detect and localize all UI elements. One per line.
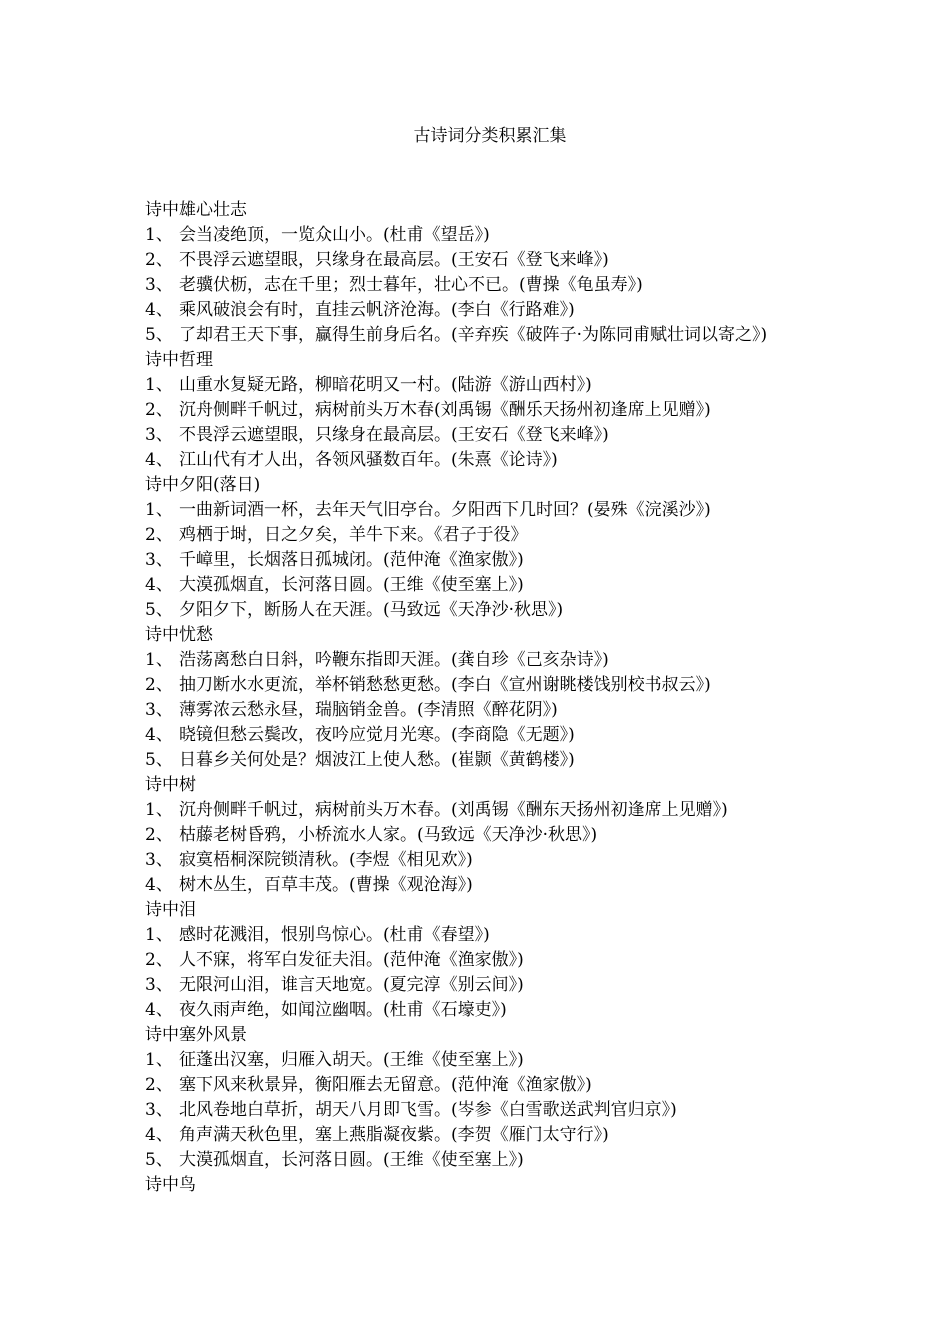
document-body (145, 198, 810, 1198)
item-number: 2、 (145, 525, 173, 545)
item-number: 2、 (145, 675, 173, 695)
item-text: 征蓬出汉塞，归雁入胡天。(王维《使至塞上》) (179, 1050, 524, 1070)
poem-line-item (145, 273, 810, 298)
poem-line-item (145, 973, 810, 998)
poem-line-item (145, 848, 810, 873)
item-text: 不畏浮云遮望眼，只缘身在最高层。(王安石《登飞来峰》) (179, 250, 609, 270)
section-heading: 诗中泪 (145, 900, 196, 920)
poem-line-item (145, 798, 810, 823)
section-heading: 诗中哲理 (145, 350, 213, 370)
item-number: 1、 (145, 650, 173, 670)
item-number: 5、 (145, 1150, 173, 1170)
item-number: 1、 (145, 225, 173, 245)
poem-line-item (145, 298, 810, 323)
item-number: 4、 (145, 575, 173, 595)
item-text: 夜久雨声绝，如闻泣幽咽。(杜甫《石壕吏》) (179, 1000, 507, 1020)
item-text: 树木丛生，百草丰茂。(曹操《观沧海》) (179, 875, 473, 895)
poem-line-item (145, 423, 810, 448)
item-text: 不畏浮云遮望眼，只缘身在最高层。(王安石《登飞来峰》) (179, 425, 609, 445)
item-text: 大漠孤烟直，长河落日圆。(王维《使至塞上》) (179, 1150, 524, 1170)
poem-line-item (145, 1048, 810, 1073)
item-text: 江山代有才人出，各领风骚数百年。(朱熹《论诗》) (179, 450, 558, 470)
item-text: 夕阳夕下，断肠人在天涯。(马致远《天净沙·秋思》) (179, 600, 564, 620)
item-text: 老骥伏枥，志在千里；烈士暮年，壮心不已。(曹操《龟虽寿》) (179, 275, 643, 295)
item-text: 感时花溅泪，恨别鸟惊心。(杜甫《春望》) (179, 925, 490, 945)
poem-line-item (145, 223, 810, 248)
item-number: 1、 (145, 1050, 173, 1070)
item-number: 2、 (145, 950, 173, 970)
poem-line-item (145, 1073, 810, 1098)
document-title: 古诗词分类积累汇集 (413, 126, 567, 146)
item-number: 5、 (145, 325, 173, 345)
item-number: 2、 (145, 250, 173, 270)
item-number: 2、 (145, 1075, 173, 1095)
poem-line-item (145, 323, 810, 348)
poem-line-item (145, 498, 810, 523)
item-number: 5、 (145, 600, 173, 620)
item-text: 沉舟侧畔千帆过，病树前头万木春。(刘禹锡《酬东天扬州初逢席上见赠》) (179, 800, 728, 820)
item-text: 抽刀断水水更流，举杯销愁愁更愁。(李白《宣州谢眺楼饯别校书叔云》) (179, 675, 711, 695)
poem-line-item (145, 1123, 810, 1148)
item-text: 晓镜但愁云鬓改，夜吟应觉月光寒。(李商隐《无题》) (179, 725, 575, 745)
poem-line-item (145, 698, 810, 723)
item-text: 了却君王天下事，赢得生前身后名。(辛弃疾《破阵子·为陈同甫赋壮词以寄之》) (179, 325, 768, 345)
poem-line-item (145, 648, 810, 673)
item-number: 3、 (145, 1100, 173, 1120)
item-number: 2、 (145, 400, 173, 420)
poem-line-item (145, 1148, 810, 1173)
poem-line-item (145, 823, 810, 848)
item-text: 一曲新词酒一杯，去年天气旧亭台。夕阳西下几时回？(晏殊《浣溪沙》) (179, 500, 711, 520)
item-text: 日暮乡关何处是？烟波江上使人愁。(崔颢《黄鹤楼》) (179, 750, 575, 770)
item-text: 千嶂里，长烟落日孤城闭。(范仲淹《渔家傲》) (179, 550, 524, 570)
poem-line-item (145, 598, 810, 623)
section-heading: 诗中鸟 (145, 1175, 196, 1195)
poem-line-item (145, 448, 810, 473)
item-text: 沉舟侧畔千帆过，病树前头万木春(刘禹锡《酬乐天扬州初逢席上见赠》) (179, 400, 711, 420)
poem-line-item (145, 748, 810, 773)
poem-line-item (145, 373, 810, 398)
item-text: 会当凌绝顶，一览众山小。(杜甫《望岳》) (179, 225, 490, 245)
item-number: 5、 (145, 750, 173, 770)
item-number: 1、 (145, 925, 173, 945)
poem-line-item (145, 998, 810, 1023)
item-number: 3、 (145, 550, 173, 570)
item-text: 薄雾浓云愁永昼，瑞脑销金兽。(李清照《醉花阴》) (179, 700, 558, 720)
item-text: 枯藤老树昏鸦，小桥流水人家。(马致远《天净沙·秋思》) (179, 825, 598, 845)
item-number: 3、 (145, 275, 173, 295)
section-heading: 诗中雄心壮志 (145, 200, 247, 220)
item-number: 4、 (145, 1125, 173, 1145)
poem-line-item (145, 673, 810, 698)
item-number: 4、 (145, 1000, 173, 1020)
poem-line-item (145, 923, 810, 948)
item-text: 乘风破浪会有时，直挂云帆济沧海。(李白《行路难》) (179, 300, 575, 320)
poem-line-item (145, 1098, 810, 1123)
poem-line-item (145, 548, 810, 573)
poem-line-item (145, 723, 810, 748)
poem-line-item (145, 248, 810, 273)
item-text: 塞下风来秋景异，衡阳雁去无留意。(范仲淹《渔家傲》) (179, 1075, 592, 1095)
item-text: 山重水复疑无路，柳暗花明又一村。(陆游《游山西村》) (179, 375, 592, 395)
section-heading: 诗中塞外风景 (145, 1025, 247, 1045)
item-number: 4、 (145, 450, 173, 470)
section-heading: 诗中忧愁 (145, 625, 213, 645)
poem-line-item (145, 948, 810, 973)
item-text: 鸡栖于埘，日之夕矣，羊牛下来。《君子于役》 (179, 525, 528, 545)
item-number: 3、 (145, 975, 173, 995)
item-number: 1、 (145, 375, 173, 395)
item-number: 1、 (145, 500, 173, 520)
item-number: 4、 (145, 725, 173, 745)
item-number: 3、 (145, 850, 173, 870)
item-number: 4、 (145, 300, 173, 320)
section-heading: 诗中树 (145, 775, 196, 795)
poem-line-item (145, 573, 810, 598)
item-text: 角声满天秋色里，塞上燕脂凝夜紫。(李贺《雁门太守行》) (179, 1125, 609, 1145)
poem-line-item (145, 523, 810, 548)
item-text: 无限河山泪，谁言天地宽。(夏完淳《别云间》) (179, 975, 524, 995)
item-number: 2、 (145, 825, 173, 845)
item-text: 寂寞梧桐深院锁清秋。(李煜《相见欢》) (179, 850, 473, 870)
poem-line-item (145, 873, 810, 898)
item-text: 大漠孤烟直，长河落日圆。(王维《使至塞上》) (179, 575, 524, 595)
item-number: 3、 (145, 700, 173, 720)
item-text: 北风卷地白草折，胡天八月即飞雪。(岑参《白雪歌送武判官归京》) (179, 1100, 677, 1120)
poem-line-item (145, 398, 810, 423)
item-text: 人不寐，将军白发征夫泪。(范仲淹《渔家傲》) (179, 950, 524, 970)
item-number: 3、 (145, 425, 173, 445)
item-number: 4、 (145, 875, 173, 895)
section-heading: 诗中夕阳(落日) (145, 475, 261, 495)
item-text: 浩荡离愁白日斜，吟鞭东指即天涯。(龚自珍《己亥杂诗》) (179, 650, 609, 670)
item-number: 1、 (145, 800, 173, 820)
